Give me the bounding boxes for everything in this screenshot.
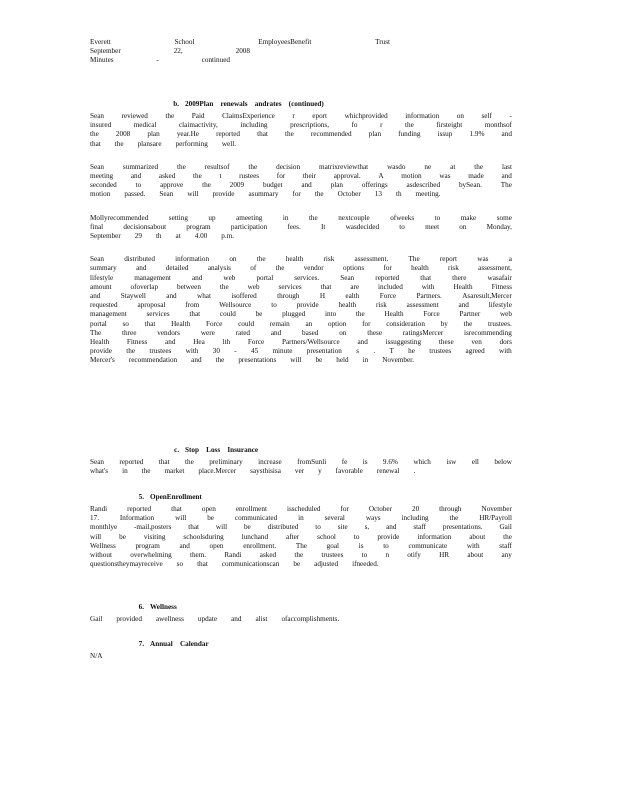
text-line: requested aproposal from Wellsource to provide health risk assessment and lifestyle [90,301,512,310]
text-line: amount ofoverlap between the web services that are included with Health Fitness [90,282,512,291]
section-body [90,615,512,624]
text-line: Sean summarized the resultsof the decision matrixreviewthat wasdo ne at the last [90,162,512,171]
text-line: that the plansare performing well. [90,139,237,148]
text-line: Mercer's recommendation and the presentations will be held in November. [90,356,414,365]
section-body [90,505,512,569]
text-line: the 2008 plan year.He reported that the recommended plan funding issup 1.9% and [90,130,512,139]
text-line: insured medical claimactivity, including prescriptions, fo r the firsteight monthsof [90,121,512,130]
text-line: The three vendors were rated and based on these ratingsMercer isrecommending [90,328,512,337]
text-line: Gail provided awellness update and alist ofaccomplishments. [90,615,340,623]
section-number: 6. [138,603,144,611]
text-line: management services that could be plugged into the Health Force Partner web [90,310,512,319]
section-title: Stop Loss Insurance [185,446,259,454]
section-number: c. [174,446,179,454]
section-body [90,112,512,366]
text-line: September 29 th at 4.00 p.m. [90,232,235,241]
text-line: summary and detailed analysis of the vendor options for health risk assessment, [90,264,512,273]
section-number: 7. [138,640,144,648]
section-heading [163,446,258,455]
text-line: meeting and asked the t rustees for their approval. A motion was made and [90,172,512,181]
section-body [90,652,512,661]
text-line: Mollyrecommended setting up ameeting in the nextcouple ofweeks to make some [90,213,512,222]
section-title: OpenEnrollment [150,493,202,501]
text-line: Sean distributed information on the health risk assessment. The report was a [90,255,512,264]
text-line: Sean reported that the preliminary increase fromSunli fe is 9.6% which isw ell below [90,458,512,466]
text-line: will be visiting schoolsduring lunchand after school to provide information about the [90,532,512,541]
section-number: 5. [138,493,144,501]
header-block [90,38,512,66]
section-title: Wellness [150,603,177,611]
text-line: monthlye -mail,posters that will be distributed to site s, and staff presentations. Gail [90,523,512,532]
text-line: Randi reported that open enrollment isscheduled for October 20 through November [90,505,512,513]
text-line: Wellness program and open enrollment. The goal is to communicate with staff [90,541,512,550]
text-line: N/A [90,652,103,660]
section-heading [128,493,202,502]
section-heading [163,100,324,109]
text-line: questionstheymayreceive so that communicationscan be adjusted ifneeded. [90,560,379,569]
section-number: b. [173,100,179,108]
text-line: 17. Information will be communicated in several ways including the HR/Payroll [90,514,512,523]
text-line: provide the trustees with 30 - 45 minute presentation s . T he trustees agreed with [90,347,512,356]
text-line: and Staywell and what isoffered through H ealth Force Partners. Asaresult,Mercer [90,292,512,301]
text-line: final decisionsabout program participation fees. It wasdecided to meet on Monday, [90,222,512,231]
text-line: without overwhelming them. Randi asked the trustees to n otify HR about any [90,551,512,560]
text-line: Health Fitness and Hea lth Force Partners/Wellsource and issuggesting these ven dors [90,338,512,347]
text-line: what's in the market place.Mercer saysthisisa ver y favorable renewal . [90,467,416,476]
header-line: Minutes - continued [90,56,230,65]
section-heading [128,640,209,649]
header-line: September 22, 2008 [90,47,250,56]
section-heading [128,603,177,612]
text-line: portal so that Health Force could remain an option for consideration by the trustees. [90,319,512,328]
text-line: lifestyle management and web portal services. Sean reported that there wasafair [90,273,512,282]
section-title: Annual Calendar [150,640,209,648]
section-title: 2009Plan renewals andrates (continued) [185,100,324,108]
section-body [90,458,512,476]
header-line: Everett School EmployeesBenefit Trust [90,38,390,46]
text-line: Sean reviewed the Paid ClaimsExperience r eport whichprovided information on self - [90,112,512,120]
text-line: motion passed. Sean will provide asummary for the October 13 th meeting. [90,190,441,199]
text-line: seconded to approve the 2009 budget and plan offerings asdescribed bySean. The [90,181,512,190]
